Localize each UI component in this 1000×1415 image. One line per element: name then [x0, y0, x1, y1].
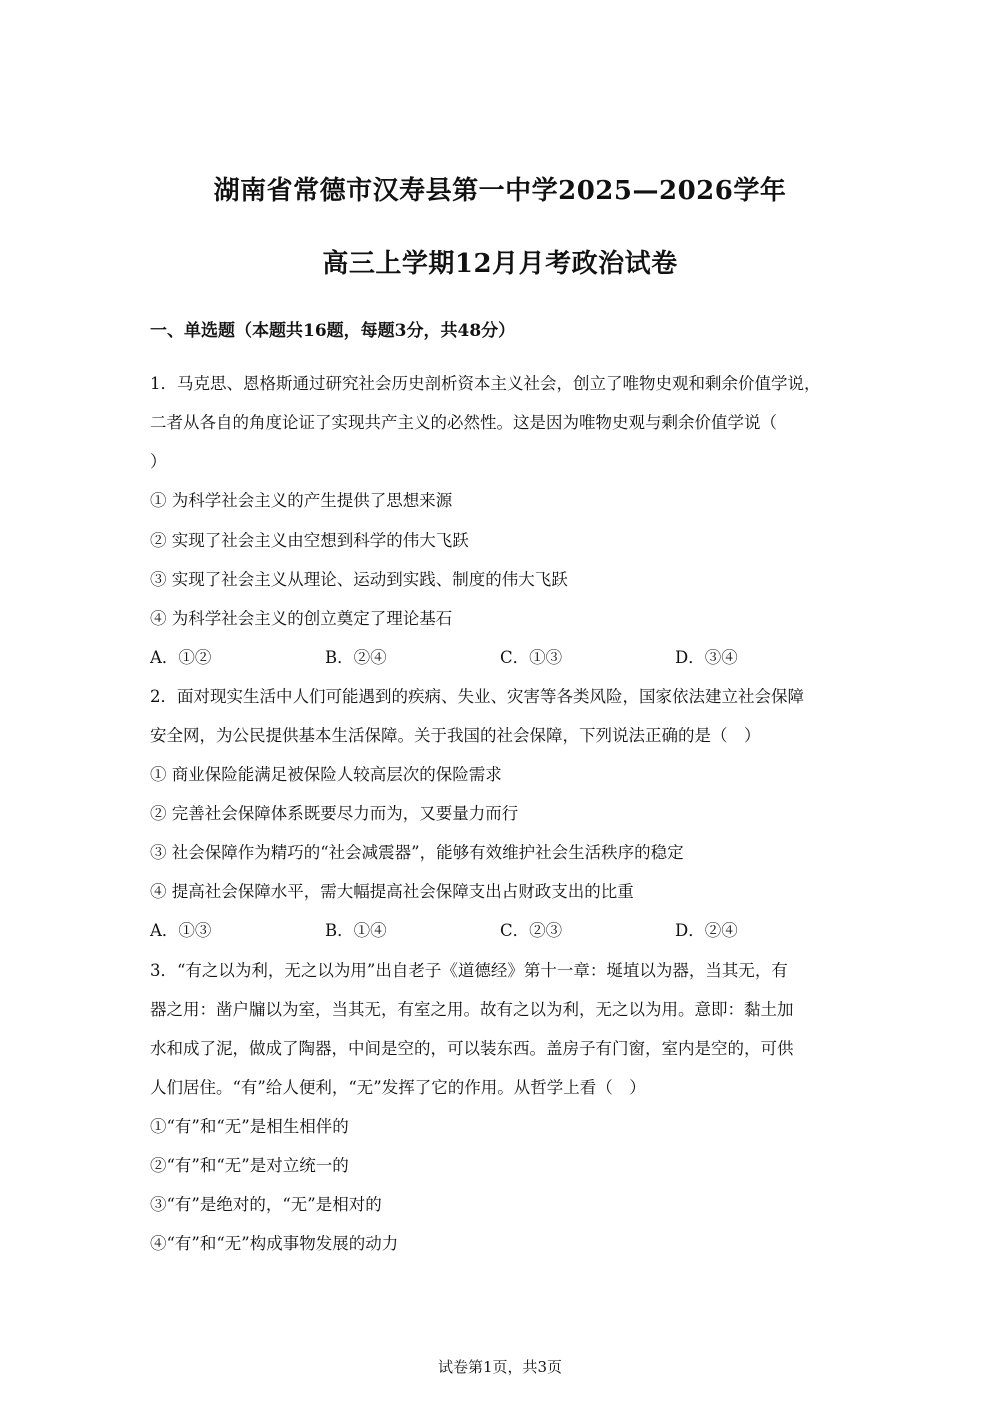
q2-item: ① 商业保险能满足被保险人较高层次的保险需求 — [150, 765, 502, 784]
q2-item: ④ 提高社会保障水平，需大幅提高社会保障支出占财政支出的比重 — [150, 882, 634, 901]
q3-stem-line: 3．“有之以为利，无之以为用”出自老子《道德经》第十一章：埏埴以为器，当其无，有 — [150, 961, 788, 980]
q3-item: ④“有”和“无”构成事物发展的动力 — [150, 1234, 399, 1253]
q2-stem-line: 安全网，为公民提供基本生活保障。关于我国的社会保障，下列说法正确的是（ ） — [150, 726, 761, 745]
q2-option-b[interactable]: B．①④ — [325, 921, 387, 940]
q1-stem-line: 二者从各自的角度论证了实现共产主义的必然性。这是因为唯物史观与剩余价值学说（ — [150, 413, 777, 432]
q1-item: ① 为科学社会主义的产生提供了思想来源 — [150, 491, 453, 510]
q3-item: ②“有”和“无”是对立统一的 — [150, 1156, 349, 1175]
q2-item: ② 完善社会保障体系既要尽力而为，又要量力而行 — [150, 804, 519, 823]
q2-option-a[interactable]: A．①③ — [150, 921, 212, 940]
q2-item: ③ 社会保障作为精巧的“社会减震器”，能够有效维护社会生活秩序的稳定 — [150, 843, 684, 862]
q1-option-d[interactable]: D．③④ — [675, 648, 738, 667]
q1-item: ② 实现了社会主义由空想到科学的伟大飞跃 — [150, 531, 469, 550]
q2-stem-line: 2．面对现实生活中人们可能遇到的疾病、失业、灾害等各类风险，国家依法建立社会保障 — [150, 687, 804, 706]
q1-item: ④ 为科学社会主义的创立奠定了理论基石 — [150, 609, 453, 628]
q2-option-c[interactable]: C．②③ — [500, 921, 563, 940]
q3-item: ③“有”是绝对的，“无”是相对的 — [150, 1195, 382, 1214]
q1-option-b[interactable]: B．②④ — [325, 648, 387, 667]
q3-item: ①“有”和“无”是相生相伴的 — [150, 1117, 349, 1136]
q2-options — [150, 917, 860, 941]
q1-stem-line: ） — [150, 452, 167, 471]
q3-stem-line: 水和成了泥，做成了陶器，中间是空的，可以装东西。盖房子有门窗，室内是空的，可供 — [150, 1039, 794, 1058]
q1-item: ③ 实现了社会主义从理论、运动到实践、制度的伟大飞跃 — [150, 570, 568, 589]
q2-option-d[interactable]: D．②④ — [675, 921, 738, 940]
section-header: 一、单选题（本题共16题，每题3分，共48分） — [150, 321, 516, 341]
exam-title-line2: 高三上学期12月月考政治试卷 — [322, 249, 678, 279]
exam-title-line1: 湖南省常德市汉寿县第一中学2025—2026学年 — [213, 176, 787, 206]
q1-stem-line: 1．马克思、恩格斯通过研究社会历史剖析资本主义社会，创立了唯物史观和剩余价值学说， — [150, 374, 821, 393]
q3-stem-line: 器之用：凿户牖以为室，当其无，有室之用。故有之以为利，无之以为用。意即：黏土加 — [150, 1000, 794, 1019]
q3-stem-line: 人们居住。“有”给人便利，“无”发挥了它的作用。从哲学上看（ ） — [150, 1078, 646, 1097]
page-footer: 试卷第1页，共3页 — [437, 1358, 563, 1376]
q1-options — [150, 644, 860, 668]
q1-option-c[interactable]: C．①③ — [500, 648, 563, 667]
q1-option-a[interactable]: A．①② — [150, 648, 212, 667]
